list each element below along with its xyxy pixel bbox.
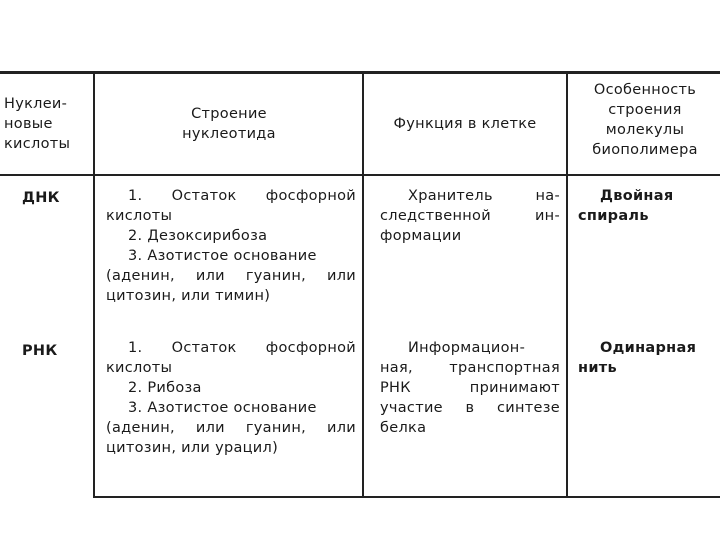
rna-feature [578,338,716,378]
header-divider [0,174,720,176]
rna-function [380,338,560,438]
header-nucleotide-structure [100,104,358,144]
feature-line: нить [578,360,617,376]
structure-line: 2. Рибоза [128,380,202,396]
function-line: участие в синтезе [380,400,560,416]
feature-line: спираль [578,208,649,224]
function-line: РНК принимают [380,380,560,396]
column-divider-3 [566,71,568,498]
header-line: молекулы [605,122,685,138]
function-line: ная, транспортная [380,360,560,376]
header-line: нуклеотида [182,126,276,142]
header-line: новые [4,116,53,132]
structure-line: 1. Остаток фосфорной [128,340,356,356]
dna-feature [578,186,716,226]
table-bottom-border [95,496,720,498]
header-molecule-feature [572,80,718,160]
function-line: Информацион- [408,340,526,356]
header-line: Строение [191,106,267,122]
column-divider-2 [362,71,364,498]
structure-line: 3. Азотистое основание [128,248,317,264]
row-name-dna: ДНК [22,190,60,206]
function-line: формации [380,228,462,244]
header-line: Нуклеи- [4,96,68,112]
header-line: биополимера [592,142,698,158]
feature-line: Одинарная [600,340,697,356]
structure-line: 2. Дезоксирибоза [128,228,268,244]
header-cell-function [368,114,562,134]
column-divider-1 [93,71,95,498]
structure-line: (аденин, или гуанин, или [106,420,356,436]
header-line: строения [608,102,682,118]
feature-line: Двойная [600,188,674,204]
structure-line: кислоты [106,208,173,224]
structure-line: цитозин, или урацил) [106,440,279,456]
header-line: Функция в клетке [393,116,537,132]
structure-line: (аденин, или гуанин, или [106,268,356,284]
function-line: следственной ин- [380,208,560,224]
header-nucleic-acids [4,94,90,154]
dna-structure [106,186,356,306]
row-name-rna: РНК [22,343,58,359]
function-line: Хранитель на- [408,188,560,204]
structure-line: цитозин, или тимин) [106,288,271,304]
structure-line: кислоты [106,360,173,376]
rna-structure [106,338,356,458]
function-line: белка [380,420,427,436]
structure-line: 3. Азотистое основание [128,400,317,416]
table-top-border [0,71,720,74]
dna-function [380,186,560,246]
header-line: Особенность [593,82,697,98]
structure-line: 1. Остаток фосфорной [128,188,356,204]
header-line: кислоты [4,136,71,152]
